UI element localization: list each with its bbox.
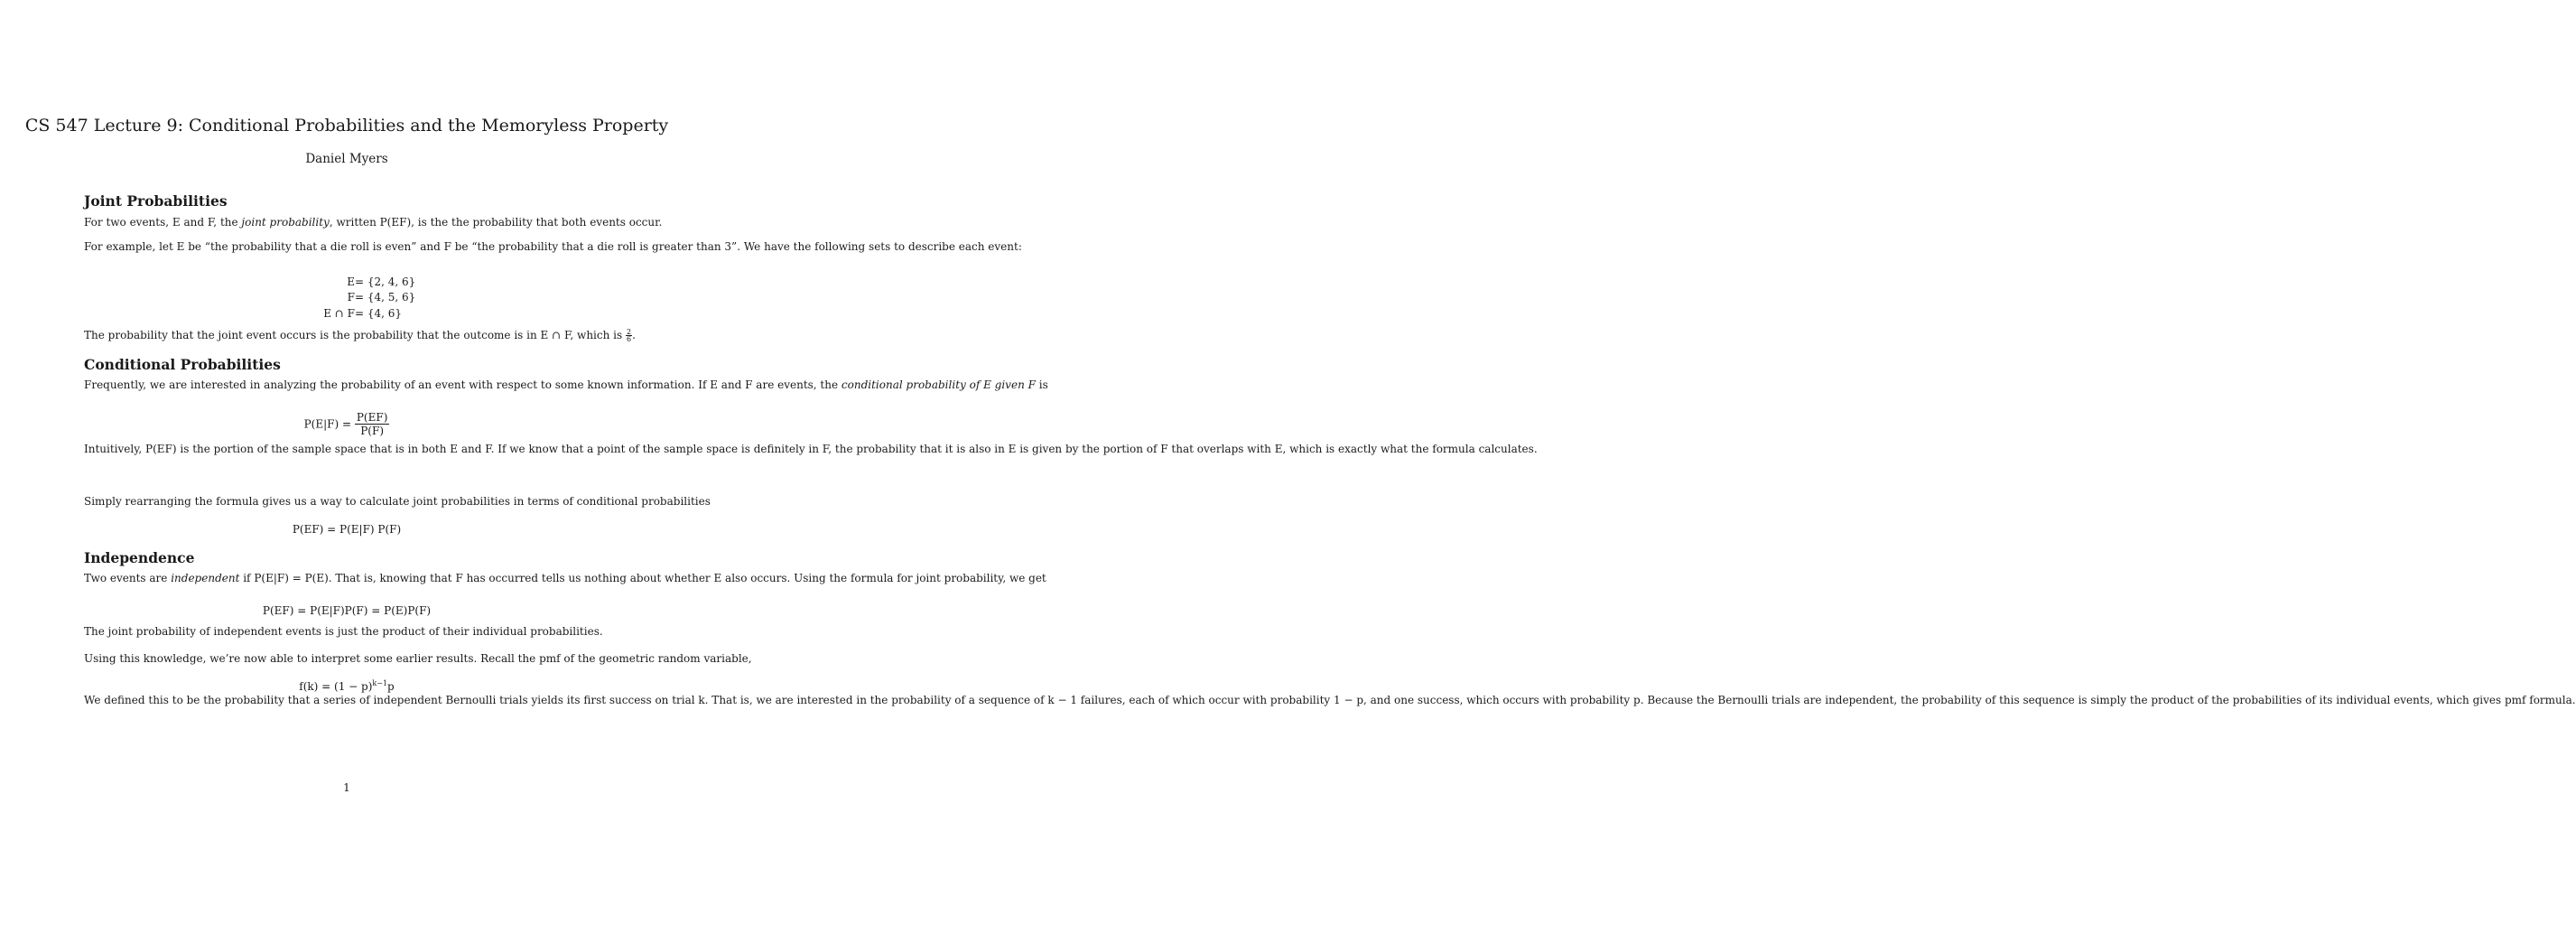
equation-row bbox=[355, 291, 415, 304]
heading-conditional-probabilities: Conditional Probabilities bbox=[84, 356, 281, 373]
equation-geometric-pmf bbox=[0, 679, 693, 693]
paragraph-conditional-intuition: Intuitively, P(EF) is the portion of the sample space that is in both E and F. If we know that a point of the sample space is definitely in F, the probability that it is also in E is given by the portion of F that overlaps with E, which is exactly what the formula calculates. bbox=[84, 443, 1538, 455]
emphasis-conditional-probability: conditional probability of E given F bbox=[841, 378, 1036, 391]
paragraph-independence-geometric: Using this knowledge, we’re now able to interpret some earlier results. Recall the pmf of the geometric random variable, bbox=[84, 652, 752, 665]
text-fragment: if P(E|F) = P(E). That is, knowing that F has occurred tells us nothing about whether E also occurs. Using the formula for joint probability, we get bbox=[239, 572, 1046, 584]
text-fragment: , written P(EF), is the the probability that both events occur. bbox=[329, 216, 663, 229]
equation-conditional bbox=[0, 411, 693, 437]
fraction-two-sixths: $\frac{2}{6}$ bbox=[626, 328, 632, 343]
text-fragment: For two events, E and F, the bbox=[84, 216, 242, 229]
author-name: Daniel Myers bbox=[305, 152, 388, 166]
equation-rhs: = {4, 6} bbox=[355, 307, 403, 320]
equation-lhs: E ∩ F bbox=[323, 307, 355, 320]
equation-joint-from-conditional: P(EF) = P(E|F) P(F) bbox=[292, 523, 402, 536]
equation-row bbox=[355, 307, 402, 320]
text-fragment: The probability that the joint event occurs is the probability that the outcome is in E ∩ F, which is bbox=[84, 329, 623, 341]
heading-independence: Independence bbox=[84, 549, 195, 566]
page-number: 1 bbox=[343, 781, 350, 794]
text-fragment: . bbox=[632, 329, 636, 341]
equation-lhs: F bbox=[347, 291, 355, 304]
equation-lhs: E bbox=[347, 276, 355, 288]
fraction-conditional: $\frac{P(EF)}{P(F)}$ bbox=[356, 411, 388, 437]
text-fragment: Two events are bbox=[84, 572, 172, 584]
paragraph-joint-definition bbox=[84, 216, 663, 230]
equation-sets bbox=[0, 276, 693, 322]
equation-row bbox=[355, 276, 415, 288]
equation-rhs: p bbox=[387, 680, 395, 693]
equation-rhs: = {4, 5, 6} bbox=[355, 291, 416, 304]
paragraph-independence-definition bbox=[84, 572, 1046, 586]
equation-lhs: f(k) = (1 − p) bbox=[299, 680, 373, 693]
equation-rhs: = {2, 4, 6} bbox=[355, 276, 416, 288]
paragraph-independence-bernoulli: We defined this to be the probability that a series of independent Bernoulli trials yields its first success on trial k. That is, we are interested in the probability of a sequence of k − 1 failures, each of which occur with probability 1 − p, and one success, which occurs with probability p. Because the Bernoulli trials are independent, the probability of this sequence is simply the product of the probabilities of its individual events, which gives pmf formula. bbox=[84, 694, 2576, 706]
paragraph-joint-example: For example, let E be “the probability that a die roll is even” and F be “the probability that a die roll is greater than 3”. We have the following sets to describe each event: bbox=[84, 240, 1022, 253]
text-fragment: Frequently, we are interested in analyzing the probability of an event with respect to some known information. If E and F are events, the bbox=[84, 378, 842, 391]
paragraph-conditional-rearrange: Simply rearranging the formula gives us a way to calculate joint probabilities in terms of conditional probabilities bbox=[84, 495, 711, 508]
text-fragment: is bbox=[1035, 378, 1048, 391]
equation-lhs: P(E|F) = bbox=[303, 417, 352, 431]
paragraph-joint-result bbox=[84, 328, 636, 343]
emphasis-joint-probability: joint probability bbox=[241, 216, 330, 229]
page-title: CS 547 Lecture 9: Conditional Probabilities and the Memoryless Property bbox=[24, 116, 669, 135]
equation-independent-joint: P(EF) = P(E|F)P(F) = P(E)P(F) bbox=[262, 604, 432, 617]
heading-joint-probabilities: Joint Probabilities bbox=[84, 192, 228, 210]
paragraph-conditional-definition bbox=[84, 378, 1048, 393]
paragraph-independence-product: The joint probability of independent events is just the product of their individual probabilities. bbox=[84, 625, 603, 638]
emphasis-independent: independent bbox=[171, 572, 240, 584]
equation-exponent: k−1 bbox=[372, 679, 388, 687]
